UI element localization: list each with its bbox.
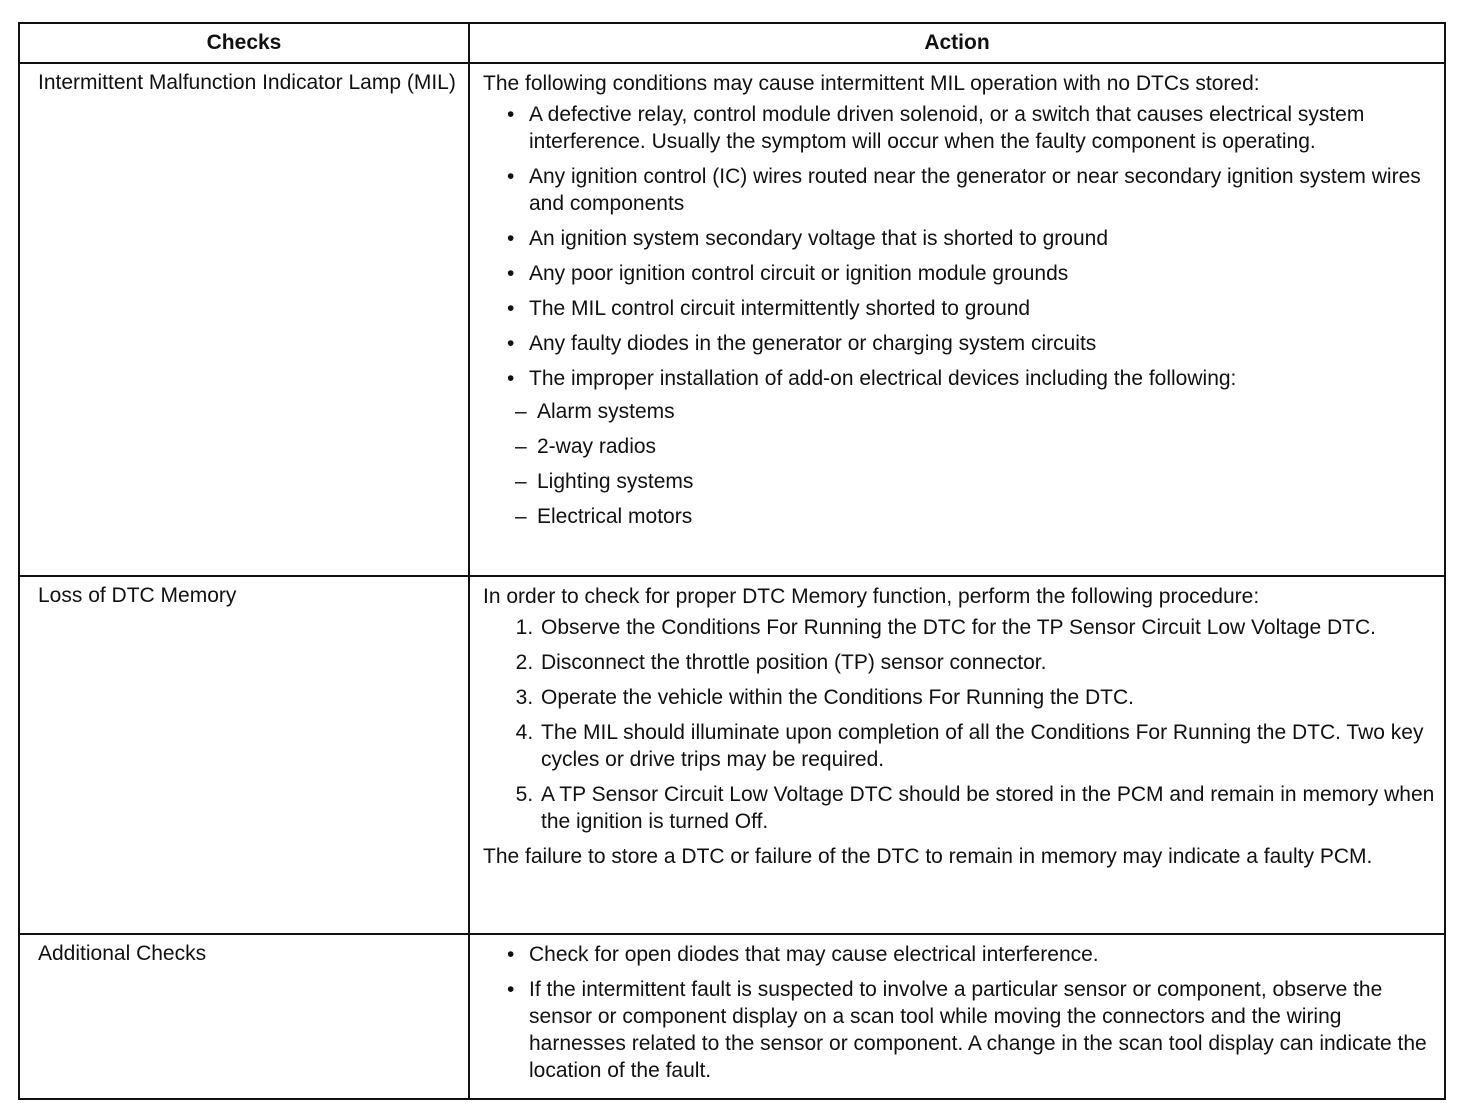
list-item: • An ignition system secondary voltage that is shorted to ground [529, 225, 1436, 252]
step-item: 2. Disconnect the throttle position (TP) sensor connector. [539, 649, 1436, 676]
step-item: 4. The MIL should illuminate upon completion of all the Conditions For Running the DTC. Two key cycles or drive trips may be required. [539, 719, 1436, 773]
table-row [19, 63, 1445, 576]
bullet-list [483, 101, 1436, 530]
action-cell [469, 63, 1445, 576]
list-item-text: The improper installation of add-on electrical devices including the following: [529, 367, 1237, 390]
action-intro: The following conditions may cause intermittent MIL operation with no DTCs stored: [483, 72, 1260, 95]
bullet-list [483, 941, 1436, 1084]
sub-list [529, 398, 1436, 530]
sub-item: – 2-way radios [537, 433, 1436, 460]
step-list [483, 614, 1436, 835]
action-intro: In order to check for proper DTC Memory function, perform the following procedure: [483, 585, 1260, 608]
header-checks: Checks [19, 23, 469, 63]
table-row [19, 576, 1445, 934]
action-outro: The failure to store a DTC or failure of the DTC to remain in memory may indicate a faulty PCM. [483, 845, 1373, 868]
step-item: 3. Operate the vehicle within the Conditions For Running the DTC. [539, 684, 1436, 711]
checks-action-table [18, 22, 1446, 1100]
header-row [19, 23, 1445, 63]
list-item: • Any poor ignition control circuit or ignition module grounds [529, 260, 1436, 287]
list-item: • A defective relay, control module driven solenoid, or a switch that causes electrical system interference. Usually the symptom will occur when the faulty component is operating. [529, 101, 1436, 155]
step-item: 5. A TP Sensor Circuit Low Voltage DTC should be stored in the PCM and remain in memory when the ignition is turned Off. [539, 781, 1436, 835]
list-item: • Check for open diodes that may cause electrical interference. [529, 941, 1436, 968]
list-item: • Any ignition control (IC) wires routed near the generator or near secondary ignition system wires and components [529, 163, 1436, 217]
list-item: • The MIL control circuit intermittently shorted to ground [529, 295, 1436, 322]
sub-item: – Alarm systems [537, 398, 1436, 425]
sub-item: – Electrical motors [537, 503, 1436, 530]
list-item: • If the intermittent fault is suspected to involve a particular sensor or component, observe the sensor or component display on a scan tool while moving the connectors and the wiring harnesses related to the sensor or component. A change in the scan tool display can indicate the location of the fault. [529, 976, 1436, 1084]
table-row [19, 934, 1445, 1099]
check-cell: Intermittent Malfunction Indicator Lamp (MIL) [19, 63, 469, 576]
check-cell: Additional Checks [19, 934, 469, 1099]
check-cell: Loss of DTC Memory [19, 576, 469, 934]
action-cell [469, 934, 1445, 1099]
list-item [529, 365, 1436, 530]
list-item: • Any faulty diodes in the generator or charging system circuits [529, 330, 1436, 357]
sub-item: – Lighting systems [537, 468, 1436, 495]
action-cell [469, 576, 1445, 934]
step-item: 1. Observe the Conditions For Running the DTC for the TP Sensor Circuit Low Voltage DTC. [539, 614, 1436, 641]
header-action: Action [469, 23, 1445, 63]
